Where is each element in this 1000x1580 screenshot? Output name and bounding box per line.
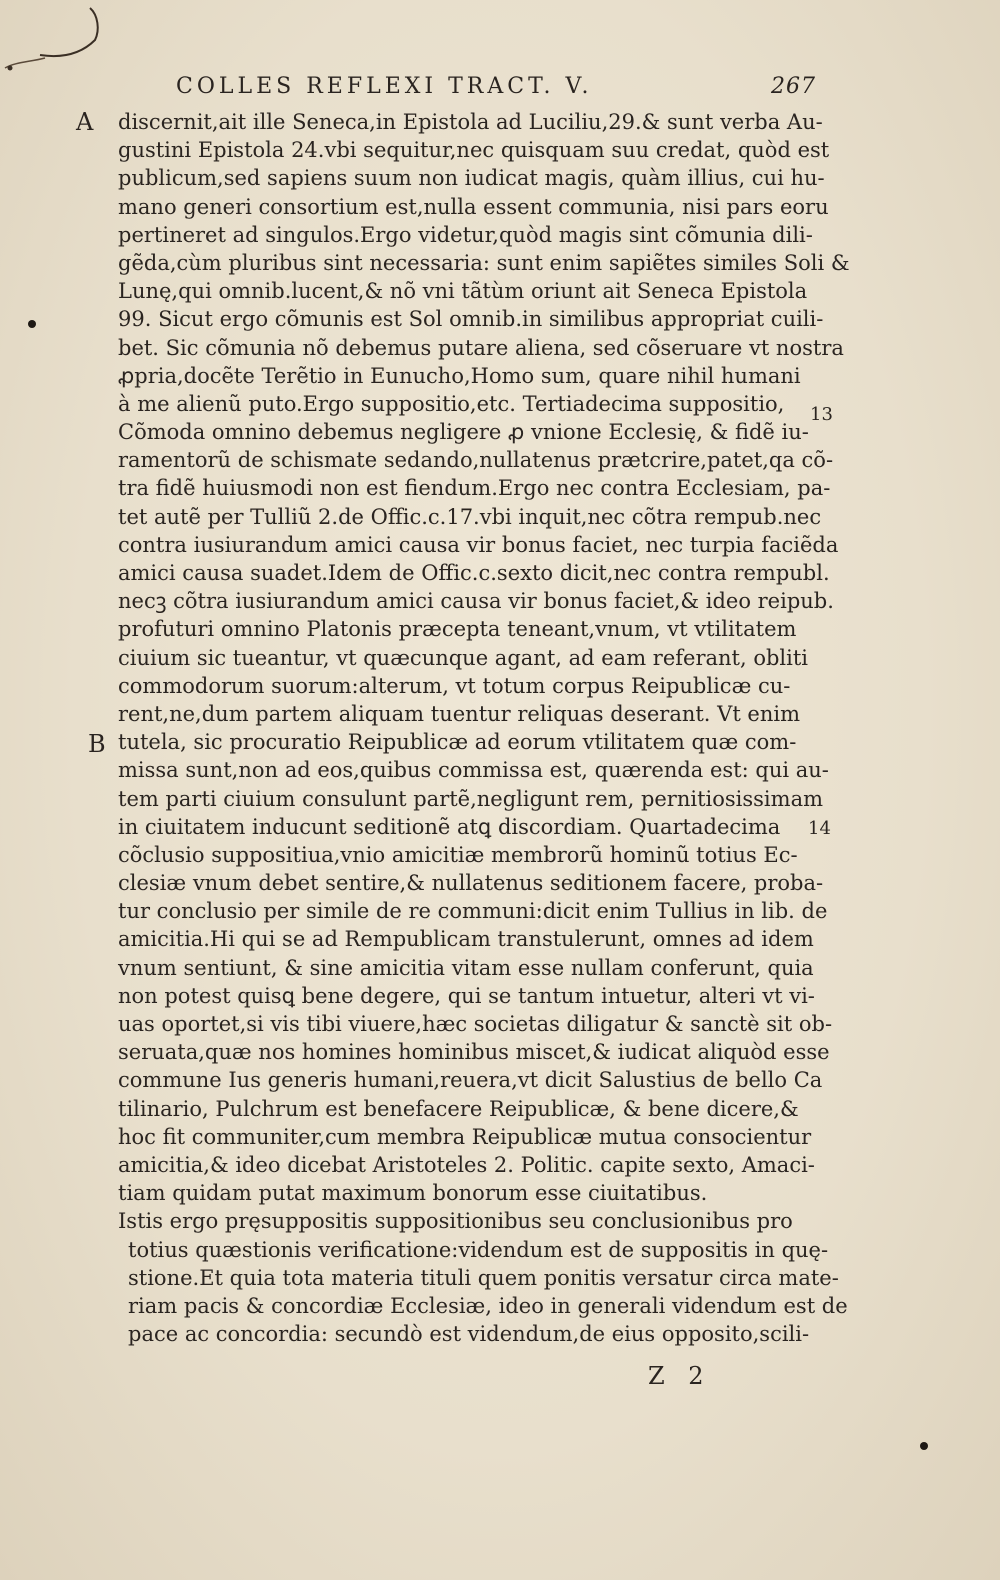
text-line: Lunę,qui omnib.lucent,& nõ vni tãtùm oriunt ait Seneca Epistola <box>118 279 808 304</box>
text-line: rent,ne,dum partem aliquam tuentur reliquas deserant. Vt enim <box>118 701 801 726</box>
text-line: profuturi omnino Platonis præcepta teneant,vnum, vt vtilitatem <box>118 617 797 642</box>
text-line: seruata,quæ nos homines hominibus miscet,& iudicat aliquòd esse <box>118 1040 830 1065</box>
text-line: commodorum suorum:alterum, vt totum corpus Reipublicæ cu- <box>118 673 791 698</box>
text-line: publicum,sed sapiens suum non iudicat magis, quàm illius, cui hu- <box>118 166 825 191</box>
margin-note-14: 14 <box>808 818 831 839</box>
text-line: tiam quidam putat maximum bonorum esse ciuitatibus. <box>118 1181 708 1206</box>
text-line: tem parti ciuium consulunt partẽ,negligunt rem, pernitiosissimam <box>118 786 823 811</box>
text-line: tilinario, Pulchrum est benefacere Reipublicæ, & bene dicere,& <box>118 1096 799 1121</box>
running-head-title: COLLES REFLEXI TRACT. V. <box>176 74 593 99</box>
text-line: amici causa suadet.Idem de Offic.c.sexto dicit,nec contra rempubl. <box>118 561 830 585</box>
text-line: bet. Sic cõmunia nõ debemus putare aliena, sed cõseruare vt nostra <box>118 335 844 360</box>
text-line: 99. Sicut ergo cõmunis est Sol omnib.in similibus appropriat cuili- <box>118 307 824 332</box>
text-line: gustini Epistola 24.vbi sequitur,nec quisquam suu credat, quòd est <box>118 138 830 163</box>
margin-section-letter-b: B <box>88 730 106 758</box>
text-line: Istis ergo pręsuppositis suppositionibus seu conclusionibus pro <box>118 1209 793 1234</box>
text-line: tutela, sic procuratio Reipublicæ ad eorum vtilitatem quæ com- <box>118 730 797 755</box>
stray-ink-dot <box>26 318 38 330</box>
signature-mark: Z 2 <box>648 1362 712 1390</box>
text-line: à me alienũ puto.Ergo suppositio,etc. Tertiadecima suppositio, <box>118 391 785 416</box>
text-line: tet autẽ per Tulliũ 2.de Offic.c.17.vbi inquit,nec cõtra rempub.nec <box>118 504 822 529</box>
text-line: vnum sentiunt, & sine amicitia vitam esse nullam conferunt, quia <box>118 955 814 980</box>
text-line: cõclusio suppositiua,vnio amicitiæ membrorũ hominũ totius Ec- <box>118 842 798 867</box>
text-line: in ciuitatem inducunt seditionẽ atꝗ discordiam. Quartadecima <box>118 814 781 839</box>
text-line: pertineret ad singulos.Ergo videtur,quòd magis sint cõmunia dili- <box>118 222 813 247</box>
text-line: uas oportet,si vis tibi viuere,hæc societas diligatur & sanctè sit ob- <box>118 1012 833 1036</box>
text-line: tur conclusio per simile de re communi:dicit enim Tullius in lib. de <box>118 899 828 924</box>
stray-ink-dot <box>918 1440 930 1452</box>
text-line: ciuium sic tueantur, vt quæcunque agant, ad eam referant, obliti <box>118 645 808 670</box>
text-line: amicitia.Hi qui se ad Rempublicam transtulerunt, omnes ad idem <box>118 927 814 952</box>
text-line: hoc fit communiter,cum membra Reipublicæ mutua consocientur <box>118 1124 812 1149</box>
text-line: totius quæstionis verificatione:videndum est de suppositis in quę- <box>128 1237 829 1262</box>
text-line: riam pacis & concordiæ Ecclesiæ, ideo in generali videndum est de <box>128 1293 848 1318</box>
text-line: Cõmoda omnino debemus negligere ꝓ vnione Ecclesię, & fidẽ iu- <box>118 420 809 445</box>
text-line: ramentorũ de schismate sedando,nullatenus prætcrire,patet,qa cõ- <box>118 448 834 473</box>
text-line: contra iusiurandum amici causa vir bonus faciet, nec turpia faciẽda <box>118 532 839 557</box>
text-line: missa sunt,non ad eos,quibus commissa est, quærenda est: qui au- <box>118 758 829 783</box>
page-number: 267 <box>771 74 816 99</box>
margin-note-13: 13 <box>810 404 833 425</box>
margin-section-letter-a: A <box>76 108 94 136</box>
text-line: gẽda,cùm pluribus sint necessaria: sunt enim sapiẽtes similes Soli & <box>118 250 850 275</box>
text-line: necꝫ cõtra iusiurandum amici causa vir bonus faciet,& ideo reipub. <box>118 589 834 614</box>
text-line: commune Ius generis humani,reuera,vt dicit Salustius de bello Ca <box>118 1068 823 1093</box>
text-line: pace ac concordia: secundò est videndum,de eius opposito,scili- <box>128 1322 810 1347</box>
text-line: clesiæ vnum debet sentire,& nullatenus seditionem facere, proba- <box>118 871 824 896</box>
ink-scribble-mark <box>0 0 120 80</box>
text-line: mano generi consortium est,nulla essent communia, nisi pars eoru <box>118 194 829 219</box>
text-line: tra fidẽ huiusmodi non est fiendum.Ergo nec contra Ecclesiam, pa- <box>118 476 831 501</box>
text-line: non potest quisꝗ bene degere, qui se tantum intuetur, alteri vt vi- <box>118 983 815 1008</box>
text-line: stione.Et quia tota materia tituli quem ponitis versatur circa mate- <box>128 1265 839 1290</box>
text-line: amicitia,& ideo dicebat Aristoteles 2. Politic. capite sexto, Amaci- <box>118 1152 815 1177</box>
text-line: discernit,ait ille Seneca,in Epistola ad Luciliu,29.& sunt verba Au- <box>118 110 823 134</box>
running-header <box>176 74 816 104</box>
text-line: ꝓpria,docẽte Terẽtio in Eunucho,Homo sum, quare nihil humani <box>118 363 801 388</box>
